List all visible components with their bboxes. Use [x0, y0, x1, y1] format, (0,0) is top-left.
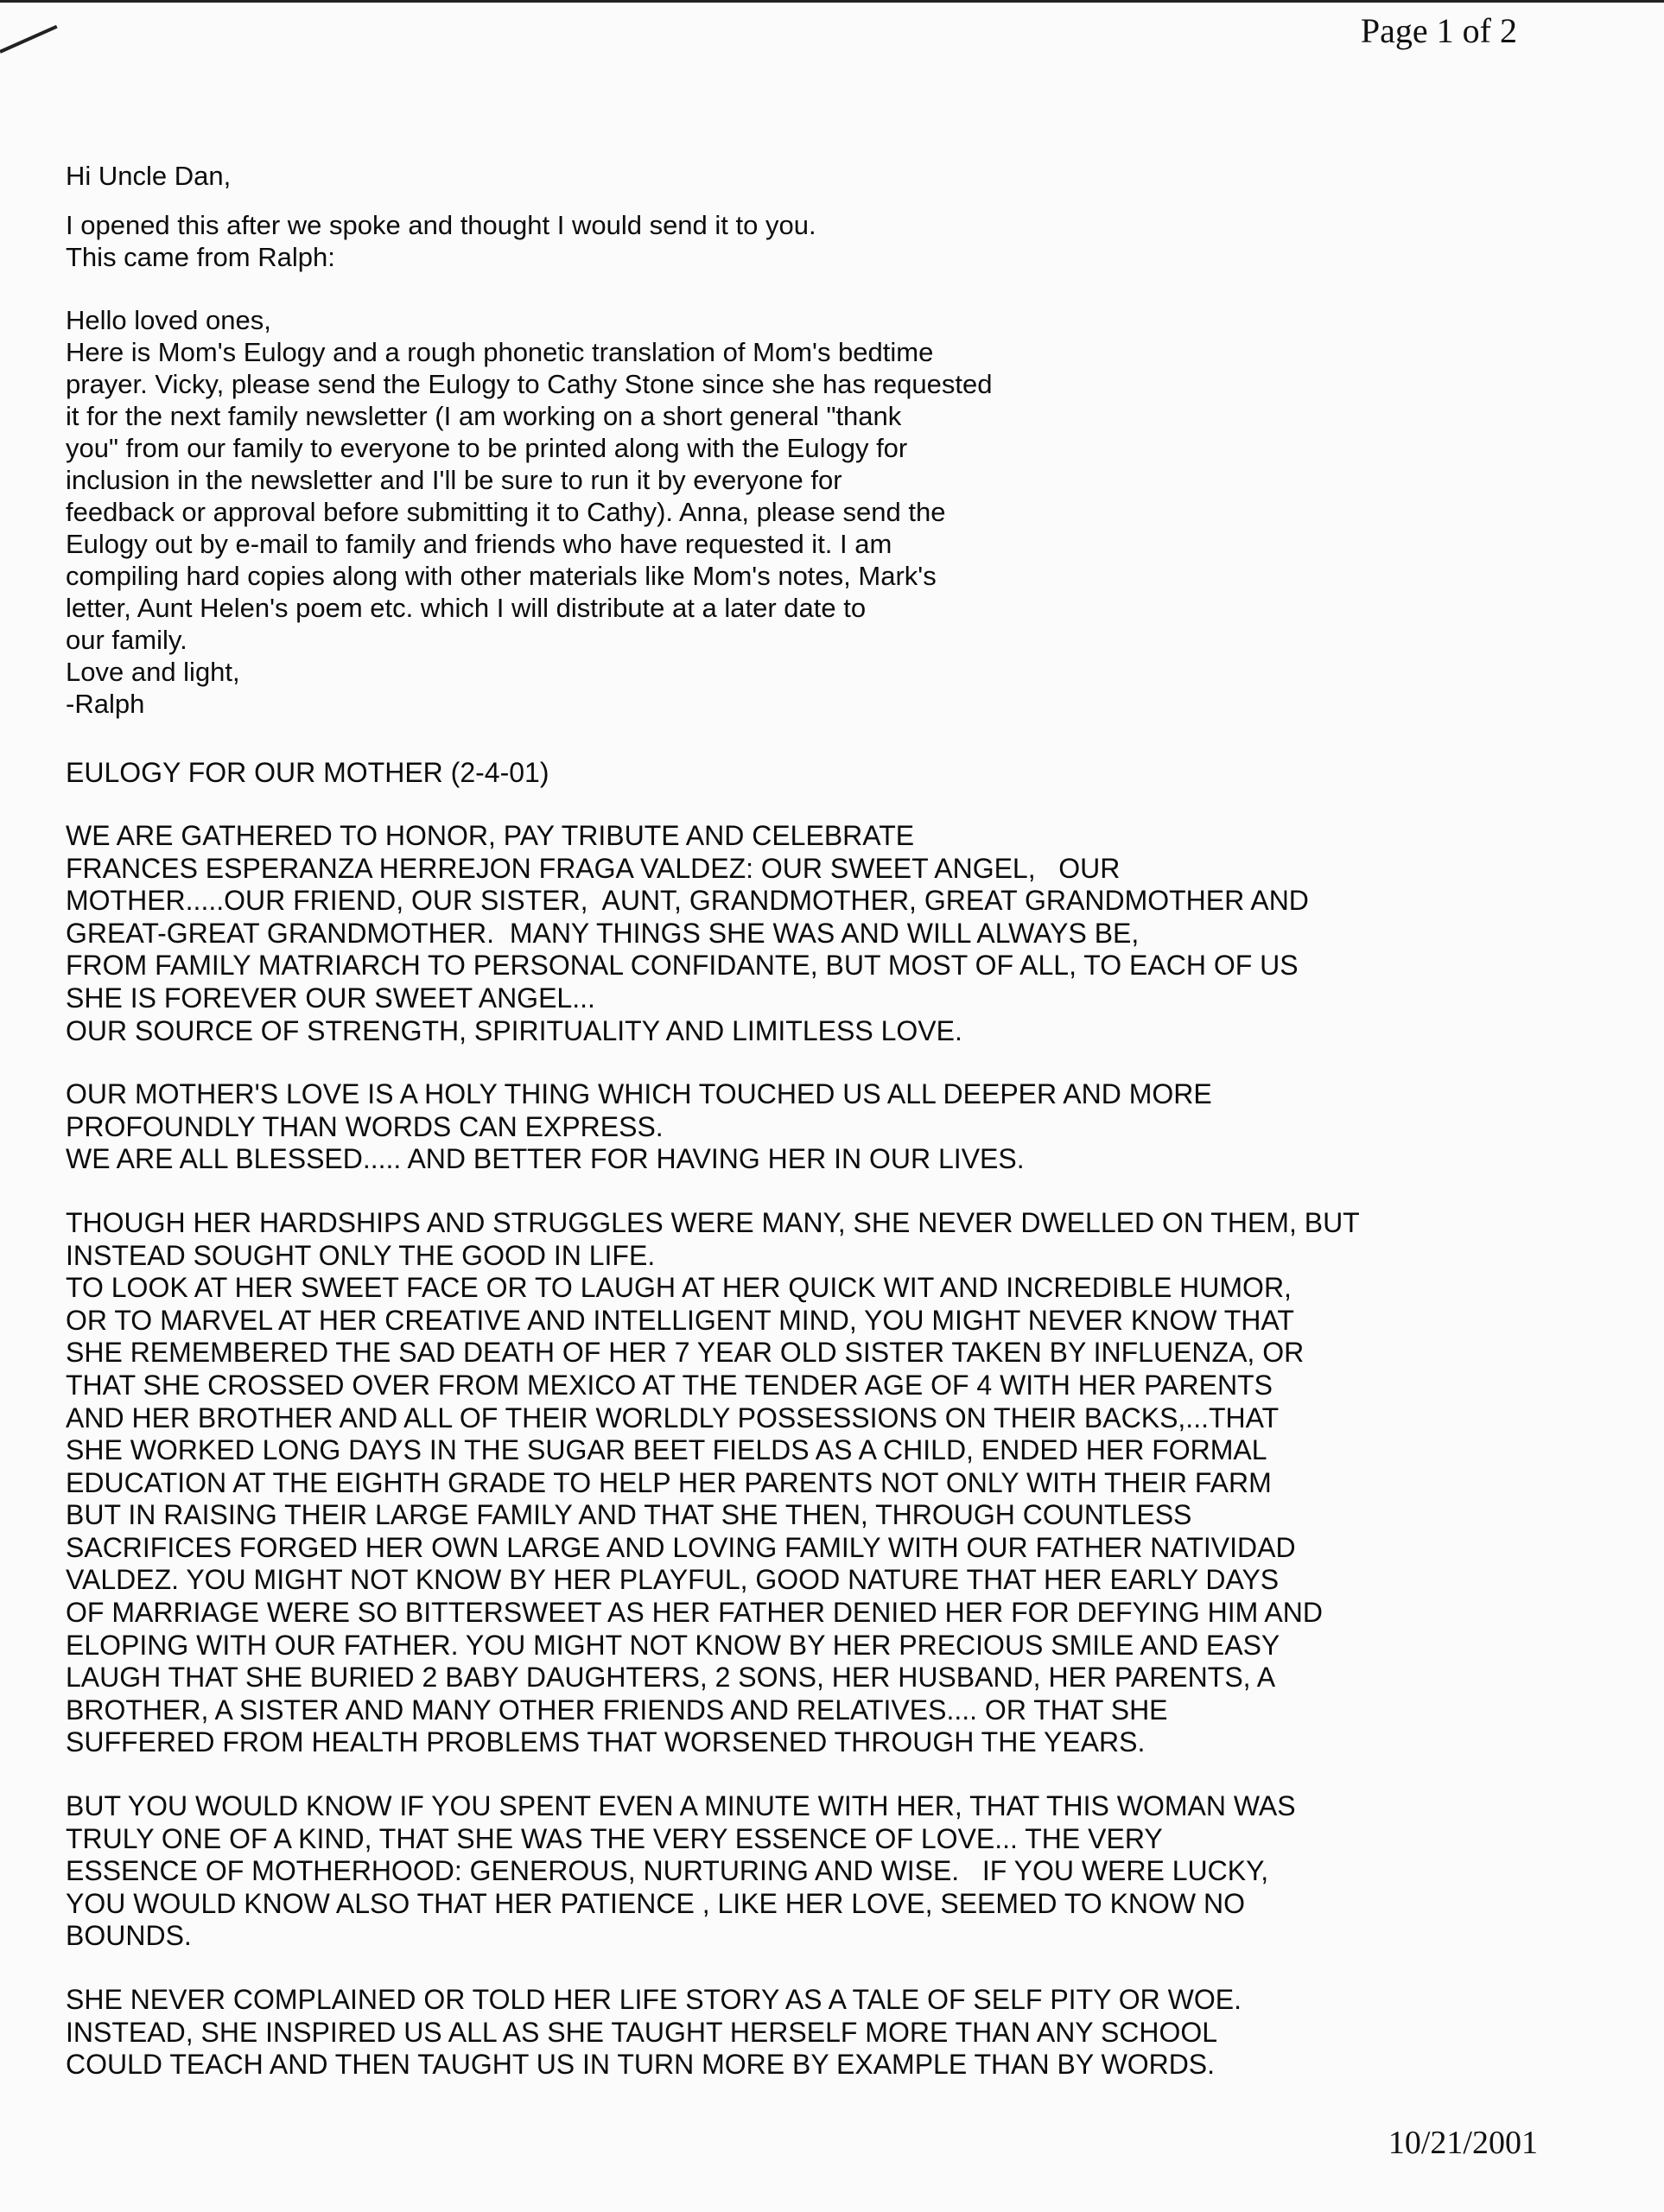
eulogy-line: OUR SOURCE OF STRENGTH, SPIRITUALITY AND LIMITLESS LOVE. — [66, 1014, 962, 1046]
ralph-line: prayer. Vicky, please send the Eulogy to Cathy Stone since she has requested — [66, 369, 993, 399]
eulogy-paragraph-5 — [66, 1984, 1483, 2082]
ralph-line: you" from our family to everyone to be printed along with the Eulogy for — [66, 433, 908, 463]
eulogy-line: GREAT-GREAT GRANDMOTHER. MANY THINGS SHE WAS AND WILL ALWAYS BE, — [66, 917, 1140, 949]
intro-greeting: Hi Uncle Dan, — [66, 161, 232, 191]
eulogy-line: THAT SHE CROSSED OVER FROM MEXICO AT THE TENDER AGE OF 4 WITH HER PARENTS — [66, 1369, 1273, 1401]
ralph-line: feedback or approval before submitting it to Cathy). Anna, please send the — [66, 497, 946, 527]
letter-body — [66, 160, 1483, 2082]
eulogy-line: AND HER BROTHER AND ALL OF THEIR WORLDLY POSSESSIONS ON THEIR BACKS,...THAT — [66, 1402, 1280, 1433]
ralph-line: it for the next family newsletter (I am working on a short general "thank — [66, 401, 902, 431]
eulogy-line: SHE IS FOREVER OUR SWEET ANGEL... — [66, 982, 595, 1014]
pen-mark — [0, 25, 58, 54]
eulogy-line: COULD TEACH AND THEN TAUGHT US IN TURN MORE BY EXAMPLE THAN BY WORDS. — [66, 2049, 1216, 2081]
eulogy-line: BUT YOU WOULD KNOW IF YOU SPENT EVEN A MINUTE WITH HER, THAT THIS WOMAN WAS — [66, 1790, 1296, 1822]
eulogy-paragraph-3 — [66, 1207, 1483, 1759]
eulogy-paragraph-1 — [66, 820, 1483, 1047]
eulogy-line: SACRIFICES FORGED HER OWN LARGE AND LOVING FAMILY WITH OUR FATHER NATIVIDAD — [66, 1531, 1296, 1563]
page-number-label: Page 1 of 2 — [1360, 11, 1517, 50]
ralph-greeting: Hello loved ones, — [66, 305, 271, 335]
eulogy-line: EDUCATION AT THE EIGHTH GRADE TO HELP HER PARENTS NOT ONLY WITH THEIR FARM — [66, 1466, 1272, 1498]
eulogy-line: FROM FAMILY MATRIARCH TO PERSONAL CONFIDANTE, BUT MOST OF ALL, TO EACH OF US — [66, 950, 1299, 982]
eulogy-line: SHE WORKED LONG DAYS IN THE SUGAR BEET FIELDS AS A CHILD, ENDED HER FORMAL — [66, 1434, 1267, 1466]
eulogy-paragraph-2 — [66, 1078, 1483, 1176]
eulogy-line: INSTEAD SOUGHT ONLY THE GOOD IN LIFE. — [66, 1239, 656, 1271]
ralph-line: Eulogy out by e-mail to family and friends who have requested it. I am — [66, 529, 892, 559]
ralph-line: inclusion in the newsletter and I'll be sure to run it by everyone for — [66, 465, 842, 495]
eulogy-paragraph-4 — [66, 1790, 1483, 1953]
ralph-line: letter, Aunt Helen's poem etc. which I will distribute at a later date to — [66, 593, 867, 623]
ralph-message — [66, 304, 1483, 720]
ralph-closing: Love and light, — [66, 657, 240, 687]
print-date: 10/21/2001 — [1388, 2125, 1538, 2161]
eulogy-line: PROFOUNDLY THAN WORDS CAN EXPRESS. — [66, 1110, 664, 1142]
eulogy-line: OUR MOTHER'S LOVE IS A HOLY THING WHICH TOUCHED US ALL DEEPER AND MORE — [66, 1078, 1212, 1110]
ralph-signature: -Ralph — [66, 689, 145, 719]
eulogy-line: BOUNDS. — [66, 1920, 192, 1952]
eulogy-line: SHE REMEMBERED THE SAD DEATH OF HER 7 YEAR OLD SISTER TAKEN BY INFLUENZA, OR — [66, 1337, 1305, 1369]
eulogy-line: OF MARRIAGE WERE SO BITTERSWEET AS HER FATHER DENIED HER FOR DEFYING HIM AND — [66, 1597, 1323, 1629]
intro-line-1: I opened this after we spoke and thought I would send it to you. — [66, 210, 816, 240]
eulogy-line: WE ARE ALL BLESSED..... AND BETTER FOR HAVING HER IN OUR LIVES. — [66, 1143, 1025, 1175]
eulogy-line: BROTHER, A SISTER AND MANY OTHER FRIENDS AND RELATIVES.... OR THAT SHE — [66, 1694, 1168, 1726]
page-top-edge — [0, 0, 1664, 3]
ralph-line: compiling hard copies along with other materials like Mom's notes, Mark's — [66, 561, 937, 591]
eulogy-line: INSTEAD, SHE INSPIRED US ALL AS SHE TAUGHT HERSELF MORE THAN ANY SCHOOL — [66, 2016, 1218, 2048]
eulogy-line: ELOPING WITH OUR FATHER. YOU MIGHT NOT KNOW BY HER PRECIOUS SMILE AND EASY — [66, 1629, 1280, 1661]
eulogy-title: EULOGY FOR OUR MOTHER (2-4-01) — [66, 757, 549, 788]
eulogy-line: TO LOOK AT HER SWEET FACE OR TO LAUGH AT HER QUICK WIT AND INCREDIBLE HUMOR, — [66, 1272, 1292, 1304]
ralph-line: Here is Mom's Eulogy and a rough phonetic translation of Mom's bedtime — [66, 337, 934, 367]
eulogy-line: THOUGH HER HARDSHIPS AND STRUGGLES WERE MANY, SHE NEVER DWELLED ON THEM, BUT — [66, 1206, 1360, 1238]
ralph-line: our family. — [66, 625, 187, 655]
intro-line-2: This came from Ralph: — [66, 242, 335, 272]
eulogy-line: WE ARE GATHERED TO HONOR, PAY TRIBUTE AND CELEBRATE — [66, 820, 915, 851]
eulogy-line: FRANCES ESPERANZA HERREJON FRAGA VALDEZ: OUR SWEET ANGEL, OUR — [66, 852, 1121, 884]
eulogy-line: TRULY ONE OF A KIND, THAT SHE WAS THE VERY ESSENCE OF LOVE... THE VERY — [66, 1822, 1163, 1854]
eulogy-line: LAUGH THAT SHE BURIED 2 BABY DAUGHTERS, 2 SONS, HER HUSBAND, HER PARENTS, A — [66, 1662, 1276, 1694]
eulogy-line: SUFFERED FROM HEALTH PROBLEMS THAT WORSENED THROUGH THE YEARS. — [66, 1726, 1146, 1758]
eulogy-line: SHE NEVER COMPLAINED OR TOLD HER LIFE STORY AS A TALE OF SELF PITY OR WOE. — [66, 1984, 1242, 2015]
eulogy-line: MOTHER.....OUR FRIEND, OUR SISTER, AUNT, GRANDMOTHER, GREAT GRANDMOTHER AND — [66, 885, 1309, 917]
eulogy-line: OR TO MARVEL AT HER CREATIVE AND INTELLIGENT MIND, YOU MIGHT NEVER KNOW THAT — [66, 1304, 1294, 1336]
eulogy-line: BUT IN RAISING THEIR LARGE FAMILY AND THAT SHE THEN, THROUGH COUNTLESS — [66, 1499, 1192, 1531]
eulogy-line: VALDEZ. YOU MIGHT NOT KNOW BY HER PLAYFUL, GOOD NATURE THAT HER EARLY DAYS — [66, 1564, 1280, 1596]
eulogy-line: YOU WOULD KNOW ALSO THAT HER PATIENCE , LIKE HER LOVE, SEEMED TO KNOW NO — [66, 1887, 1245, 1919]
eulogy-line: ESSENCE OF MOTHERHOOD: GENEROUS, NURTURING AND WISE. IF YOU WERE LUCKY, — [66, 1855, 1269, 1887]
